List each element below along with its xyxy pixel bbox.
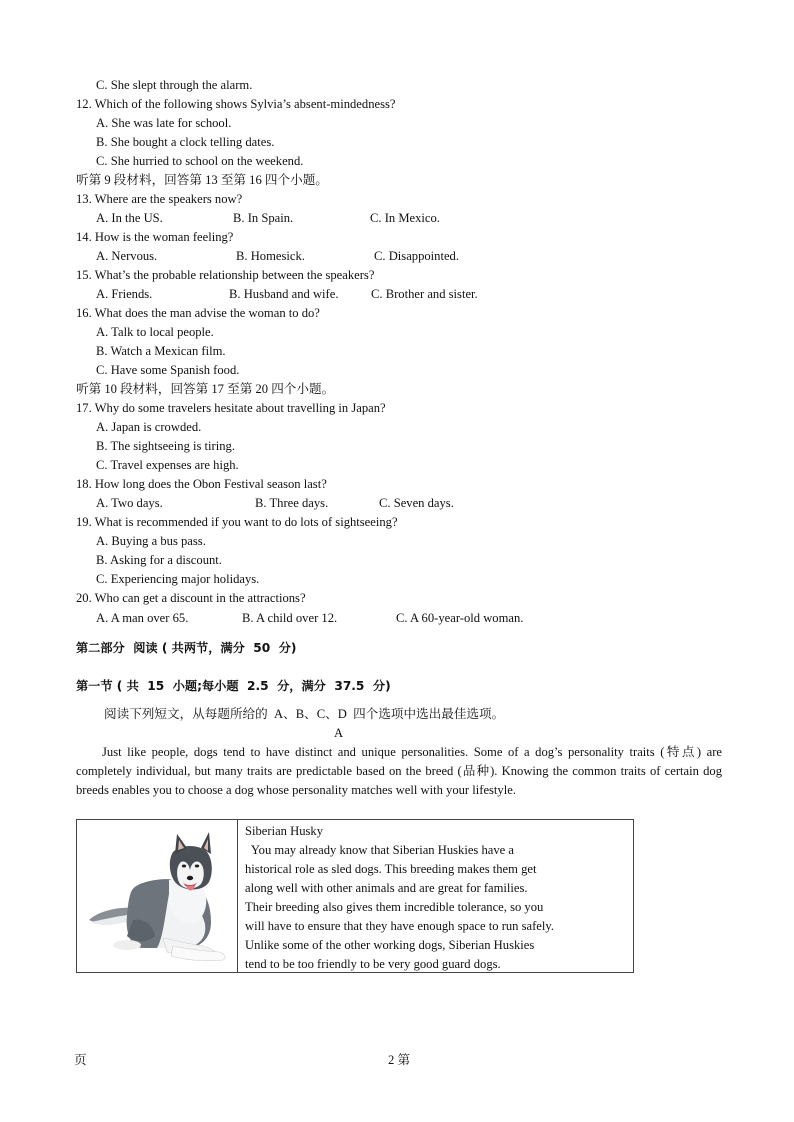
option-18c: C. Seven days.: [379, 496, 454, 510]
option-19a: A. Buying a bus pass.: [96, 534, 206, 548]
option-20b: B. A child over 12.: [242, 611, 338, 625]
breed-text-line: will have to ensure that they have enough space to run safely.: [245, 919, 555, 933]
option-16c: C. Have some Spanish food.: [96, 363, 240, 377]
section-instruction-9: 听第 9 段材料，回答第 13 至第 16 四个小题。: [76, 173, 328, 187]
husky-image: [77, 820, 237, 972]
option-14c: C. Disappointed.: [374, 249, 460, 263]
option-13c: C. In Mexico.: [370, 211, 440, 225]
breed-text-line: historical role as sled dogs. This breeding makes them get: [245, 862, 537, 876]
page-number: 2 第: [388, 1053, 411, 1067]
question-18: 18. How long does the Obon Festival season last?: [76, 477, 327, 491]
option-19c: C. Experiencing major holidays.: [96, 572, 260, 586]
breed-text-line: along well with other animals and are great for families.: [245, 881, 528, 895]
option-13a: A. In the US.: [96, 211, 163, 225]
option-15b: B. Husband and wife.: [229, 287, 339, 301]
question-12: 12. Which of the following shows Sylvia’s absent-mindedness?: [76, 97, 396, 111]
breed-table: [76, 819, 634, 973]
question-20: 20. Who can get a discount in the attractions?: [76, 591, 306, 605]
breed-text-line: tend to be too friendly to be very good guard dogs.: [245, 957, 501, 971]
question-17: 17. Why do some travelers hesitate about travelling in Japan?: [76, 401, 386, 415]
table-divider: [237, 820, 238, 972]
question-16: 16. What does the man advise the woman to do?: [76, 306, 320, 320]
option-13b: B. In Spain.: [233, 211, 294, 225]
passage-label: A: [334, 726, 344, 740]
breed-text-line: You may already know that Siberian Huskies have a: [245, 843, 514, 857]
section-one-heading: 第一节 ( 共 15 小题;每小题 2.5 分，满分 37.5 分): [76, 679, 391, 693]
option-20a: A. A man over 65.: [96, 611, 189, 625]
footer-left: 页: [74, 1053, 87, 1067]
part-two-heading: 第二部分 阅读 ( 共两节，满分 50 分): [76, 641, 297, 655]
option-19b: B. Asking for a discount.: [96, 553, 222, 567]
question-13: 13. Where are the speakers now?: [76, 192, 243, 206]
intro-paragraph: Just like people, dogs tend to have distinct and unique personalities. Some of a dog’s personality traits (特点) are completely individual, but many traits are predictable based on the breed (品种). Knowing the common traits of certain dog breeds enables you to choose a dog whose personality matches well with your lifestyle.: [76, 745, 722, 798]
breed-text-line: Unlike some of the other working dogs, Siberian Huskies: [245, 938, 535, 952]
option-17b: B. The sightseeing is tiring.: [96, 439, 235, 453]
question-14: 14. How is the woman feeling?: [76, 230, 234, 244]
option-15c: C. Brother and sister.: [371, 287, 478, 301]
option-14b: B. Homesick.: [236, 249, 305, 263]
section-instruction-10: 听第 10 段材料，回答第 17 至第 20 四个小题。: [76, 382, 335, 396]
option-12c: C. She hurried to school on the weekend.: [96, 154, 304, 168]
option-17c: C. Travel expenses are high.: [96, 458, 239, 472]
option-17a: A. Japan is crowded.: [96, 420, 202, 434]
option-18a: A. Two days.: [96, 496, 163, 510]
reading-instruction: 阅读下列短文，从每题所给的 A、B、C、D 四个选项中选出最佳选项。: [104, 707, 505, 721]
option-11c: C. She slept through the alarm.: [96, 78, 253, 92]
option-20c: C. A 60-year-old woman.: [396, 611, 524, 625]
option-18b: B. Three days.: [255, 496, 329, 510]
option-16b: B. Watch a Mexican film.: [96, 344, 226, 358]
question-15: 15. What’s the probable relationship between the speakers?: [76, 268, 375, 282]
breed-title: Siberian Husky: [245, 824, 324, 838]
option-12b: B. She bought a clock telling dates.: [96, 135, 275, 149]
option-12a: A. She was late for school.: [96, 116, 232, 130]
option-14a: A. Nervous.: [96, 249, 158, 263]
question-19: 19. What is recommended if you want to do lots of sightseeing?: [76, 515, 398, 529]
breed-text-line: Their breeding also gives them incredible tolerance, so you: [245, 900, 544, 914]
option-15a: A. Friends.: [96, 287, 153, 301]
option-16a: A. Talk to local people.: [96, 325, 214, 339]
